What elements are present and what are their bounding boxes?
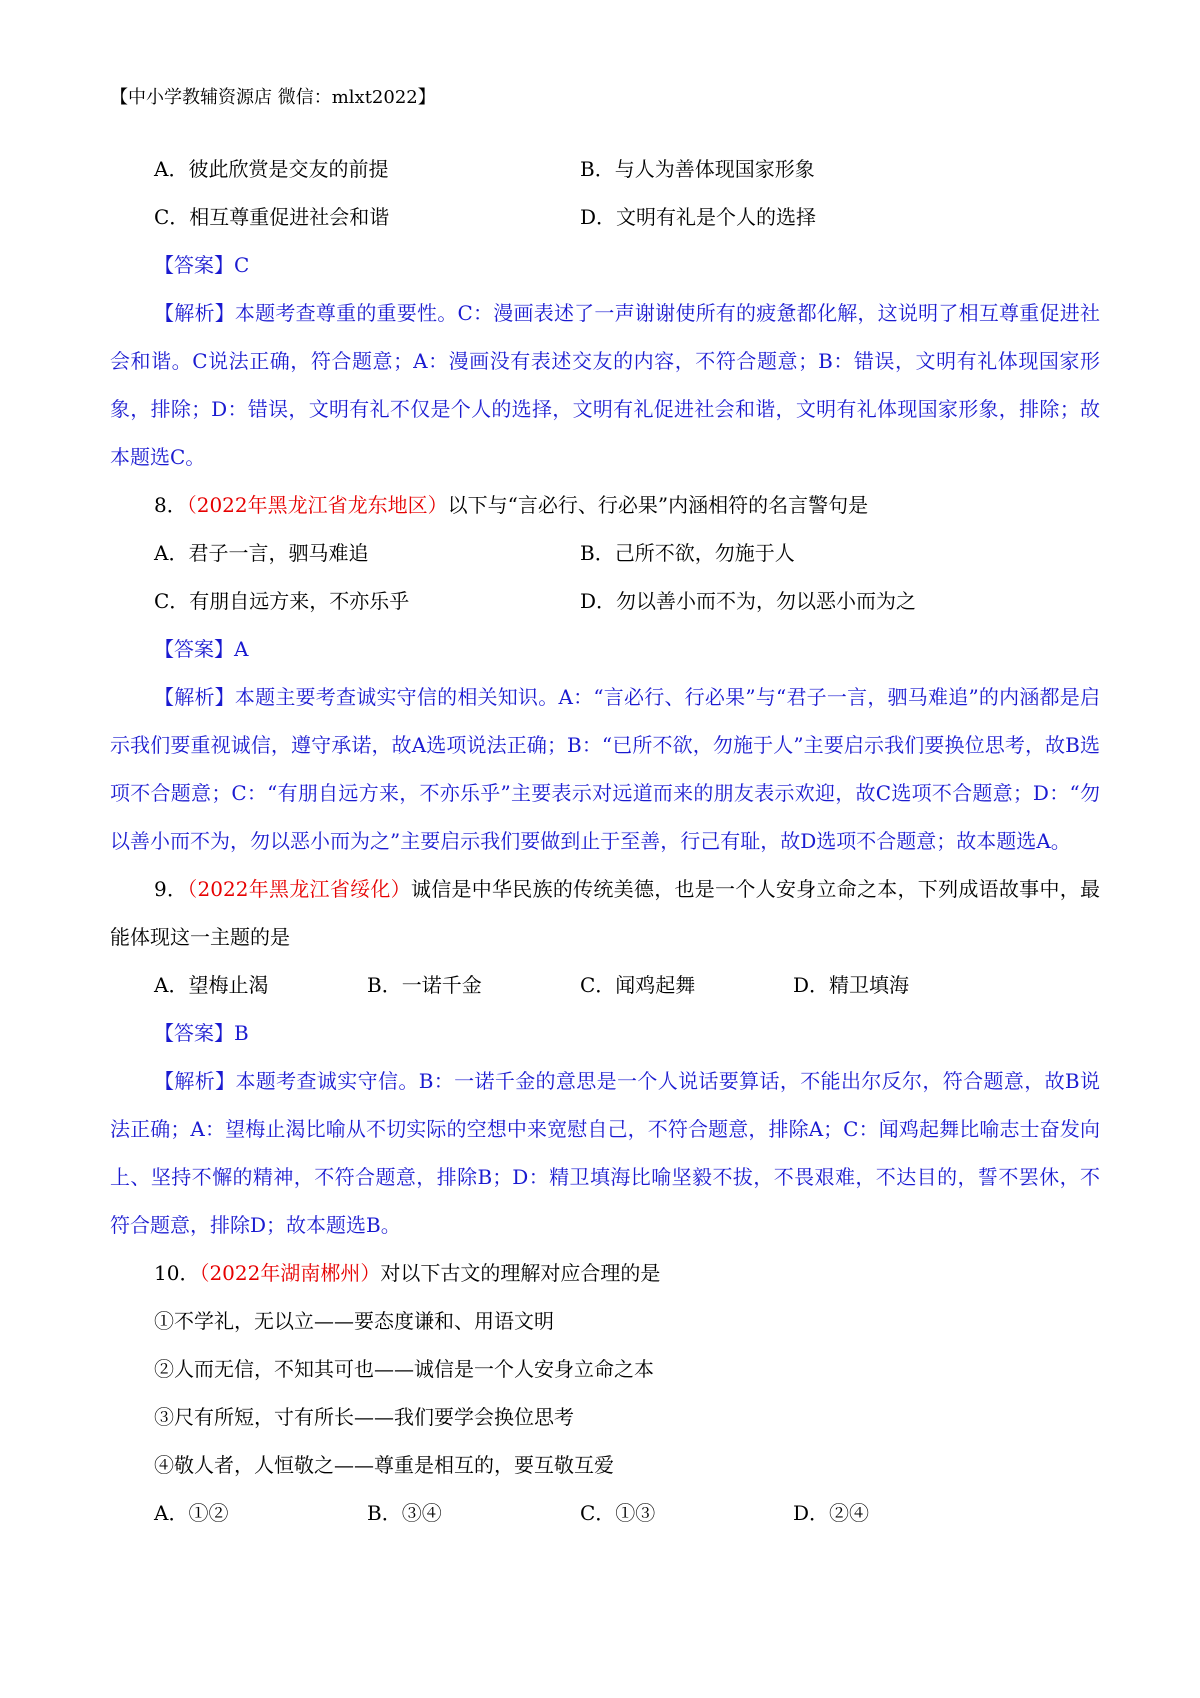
q10-option-a: A．①② [154, 1501, 229, 1525]
q9-analysis: 【解析】本题考查诚实守信。B：一诺千金的意思是一个人说话要算话，不能出尔反尔，符合题意，故B说法正确；A：望梅止渴比喻从不切实际的空想中来宽慰自己，不符合题意，排除A；C：闻鸡起舞比喻志士奋发向上、坚持不懈的精神，不符合题意，排除B；D：精卫填海比喻坚毅不拔，不畏艰难，不达目的，誓不罢休，不符合题意，排除D；故本题选B。 [110, 1069, 1100, 1237]
q7-analysis: 【解析】本题考查尊重的重要性。C：漫画表述了一声谢谢使所有的疲惫都化解，这说明了相互尊重促进社会和谐。C说法正确，符合题意；A：漫画没有表述交友的内容，不符合题意；B：错误，文明有礼体现国家形象，排除；D：错误，文明有礼不仅是个人的选择，文明有礼促进社会和谐，文明有礼体现国家形象，排除；故本题选C。 [110, 301, 1100, 469]
q8-option-a: A．君子一言，驷马难追 [154, 541, 369, 565]
q8-analysis: 【解析】本题主要考查诚实守信的相关知识。A：“言必行、行必果”与“君子一言，驷马难追”的内涵都是启示我们要重视诚信，遵守承诺，故A选项说法正确；B：“已所不欲，勿施于人”主要启示我们要换位思考，故B选项不合题意；C：“有朋自远方来，不亦乐乎”主要表示对远道而来的朋友表示欢迎，故C选项不合题意；D：“勿以善小而不为，勿以恶小而为之”主要启示我们要做到止于至善，行己有耻，故D选项不合题意；故本题选A。 [110, 685, 1100, 853]
q10-option-c: C．①③ [580, 1501, 656, 1525]
q7-option-c: C．相互尊重促进社会和谐 [154, 205, 390, 229]
q8-source: （2022年黑龙江省龙东地区） [186, 493, 448, 517]
q8-options-row-1 [110, 529, 1100, 577]
q8-number: 8． [154, 493, 187, 517]
q7-answer: 【答案】C [154, 253, 250, 277]
q9-source: （2022年黑龙江省绥化） [187, 877, 411, 901]
q8-option-b: B．己所不欲，勿施于人 [580, 541, 795, 565]
q8-answer: 【答案】A [154, 637, 249, 661]
q9-option-a: A．望梅止渴 [154, 973, 269, 997]
q7-option-a: A．彼此欣赏是交友的前提 [154, 157, 389, 181]
q9-option-d: D．精卫填海 [793, 973, 910, 997]
q10-item-4: ④敬人者，人恒敬之——尊重是相互的，要互敬互爱 [154, 1453, 614, 1477]
q8-option-d: D．勿以善小而不为，勿以恶小而为之 [580, 589, 917, 613]
q8-options-row-2 [110, 577, 1100, 625]
q9-answer: 【答案】B [154, 1021, 249, 1045]
q10-item-2: ②人而无信，不知其可也——诚信是一个人安身立命之本 [154, 1357, 654, 1381]
q10-option-b: B．③④ [367, 1501, 442, 1525]
q9-options-row [110, 961, 1100, 1009]
q10-number: 10． [154, 1261, 200, 1285]
q9-number: 9． [154, 877, 188, 901]
q9-option-b: B．一诺千金 [367, 973, 482, 997]
q7-option-d: D．文明有礼是个人的选择 [580, 205, 817, 229]
q10-stem-line [110, 1249, 1100, 1297]
q10-source: （2022年湖南郴州） [199, 1261, 381, 1285]
q8-stem-line [110, 481, 1100, 529]
q10-item-1: ①不学礼，无以立——要态度谦和、用语文明 [154, 1309, 554, 1333]
q10-stem: 对以下古文的理解对应合理的是 [380, 1261, 661, 1285]
q8-option-c: C．有朋自远方来，不亦乐乎 [154, 589, 410, 613]
q7-options-row-2 [110, 193, 1100, 241]
q9-option-c: C．闻鸡起舞 [580, 973, 696, 997]
q7-options-row-1 [110, 145, 1100, 193]
q10-item-3: ③尺有所短，寸有所长——我们要学会换位思考 [154, 1405, 574, 1429]
q10-option-d: D．②④ [793, 1501, 870, 1525]
document-content [110, 145, 1100, 1537]
q9-stem-line [110, 865, 1100, 961]
q9-stem: 诚信是中华民族的传统美德，也是一个人安身立命之本，下列成语故事中，最能体现这一主题的是 [110, 877, 1101, 949]
page-header: 【中小学教辅资源店 微信：mlxt2022】 [110, 87, 436, 108]
q10-options-row [110, 1489, 1100, 1537]
q7-option-b: B．与人为善体现国家形象 [580, 157, 815, 181]
q8-stem: 以下与“言必行、行必果”内涵相符的名言警句是 [447, 493, 869, 517]
